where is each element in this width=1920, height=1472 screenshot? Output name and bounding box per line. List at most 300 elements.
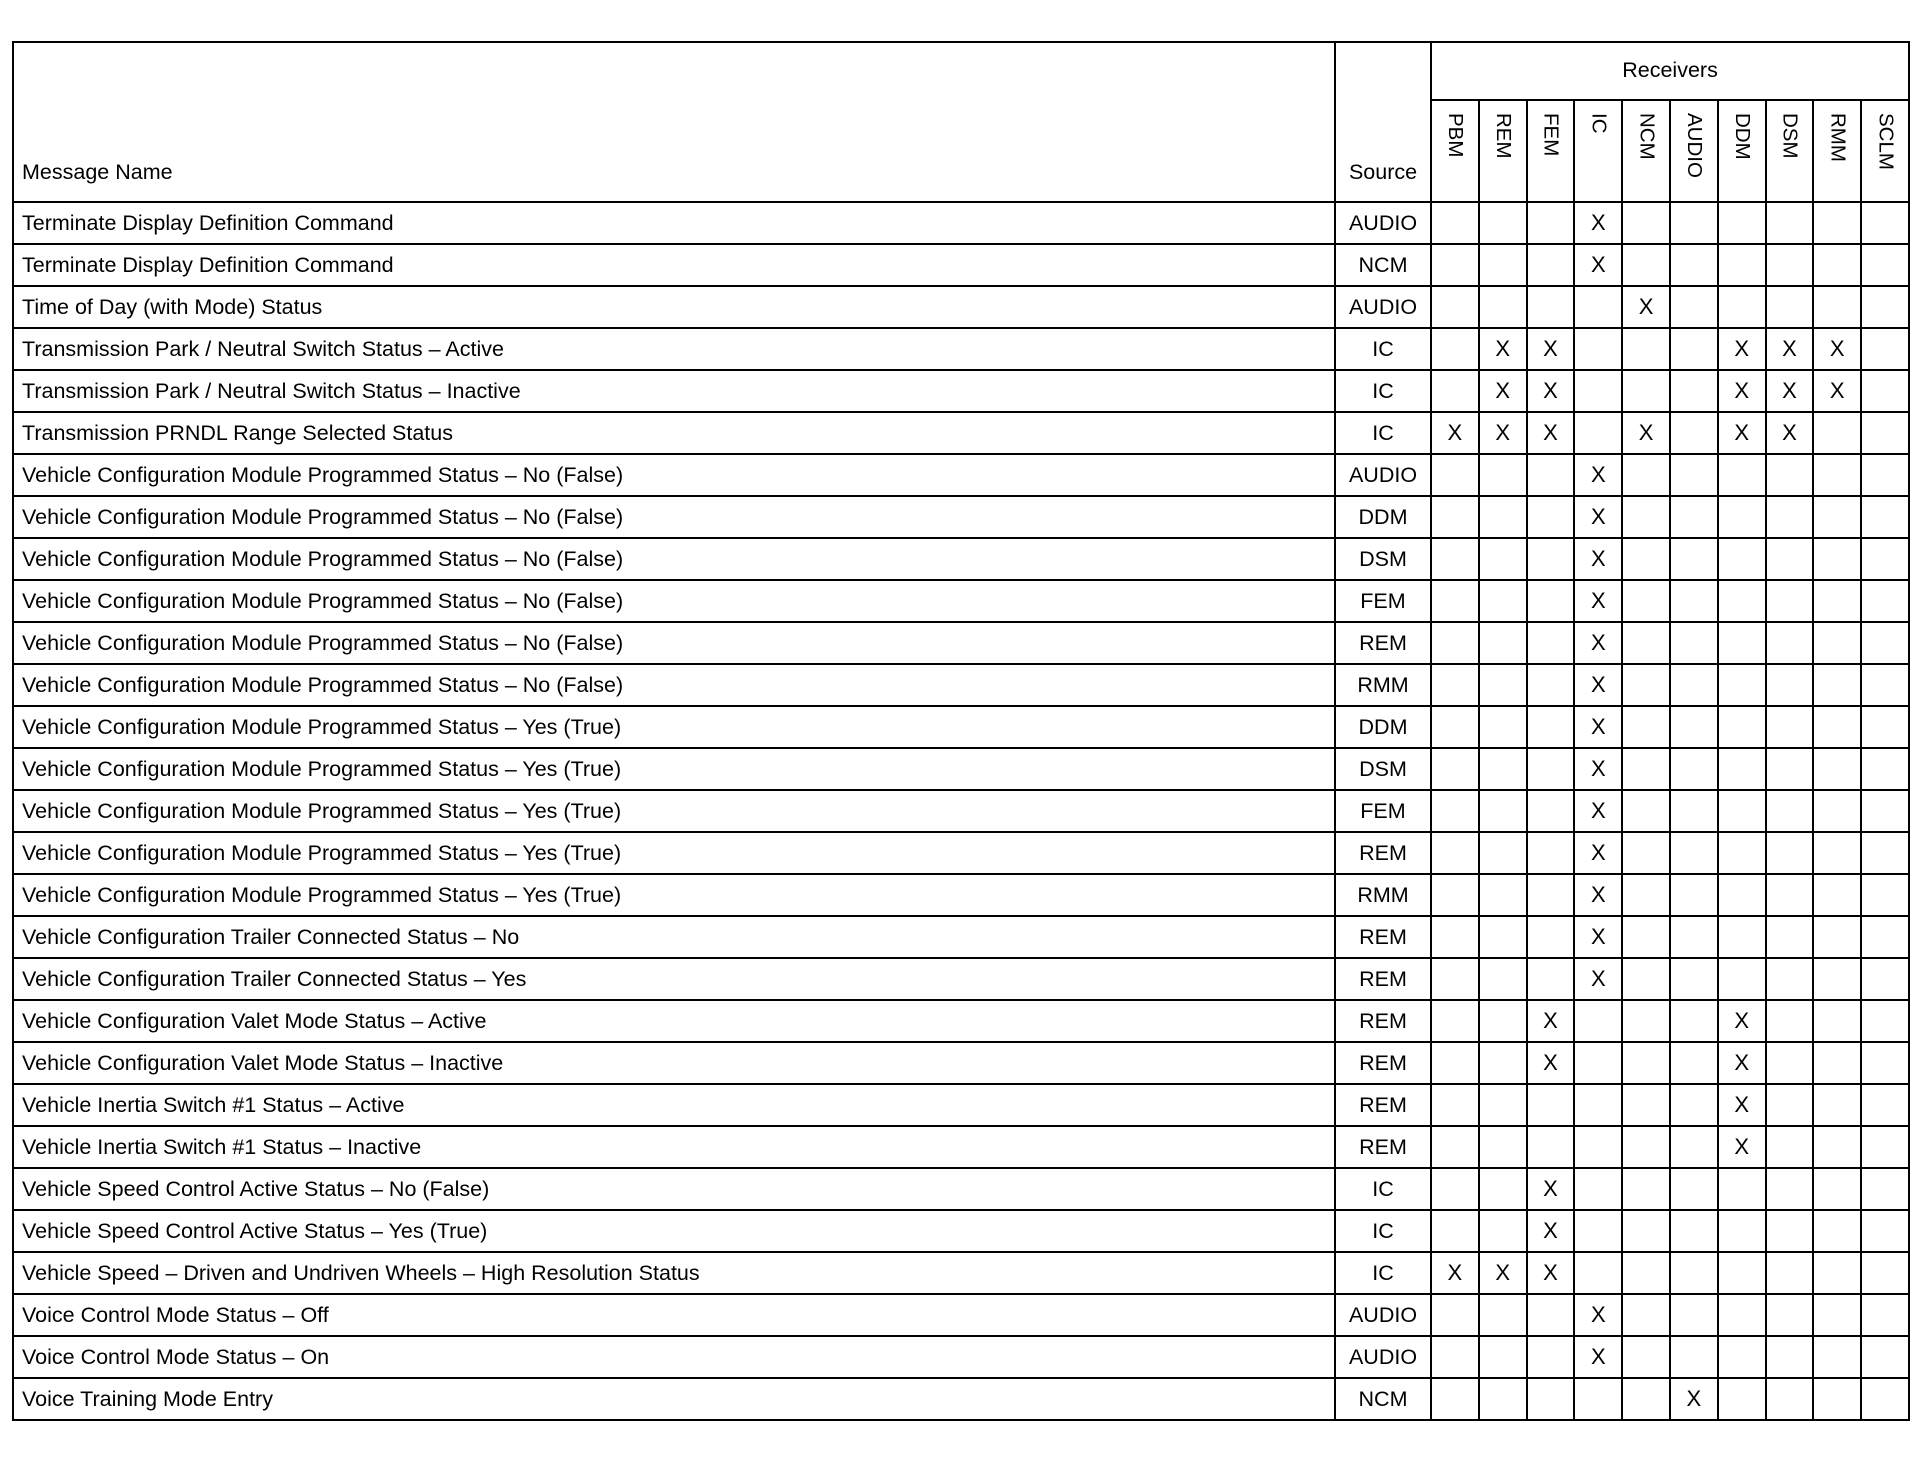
source-cell: AUDIO [1335,1294,1431,1336]
source-cell: AUDIO [1335,1336,1431,1378]
receiver-cell-audio [1670,1252,1718,1294]
message-name-cell: Vehicle Configuration Module Programmed Status – No (False) [13,538,1335,580]
receiver-cell-sclm [1861,1000,1909,1042]
receiver-cell-fem: X [1527,370,1575,412]
source-cell: DDM [1335,706,1431,748]
receiver-cell-audio [1670,370,1718,412]
receiver-cell-ncm [1622,748,1670,790]
source-cell: REM [1335,622,1431,664]
receiver-cell-ic: X [1574,622,1622,664]
receiver-cell-rem [1479,790,1527,832]
receiver-cell-fem: X [1527,1252,1575,1294]
receiver-cell-pbm [1431,580,1479,622]
message-name-cell: Time of Day (with Mode) Status [13,286,1335,328]
message-name-cell: Vehicle Configuration Module Programmed Status – Yes (True) [13,832,1335,874]
receiver-cell-sclm [1861,1378,1909,1420]
receiver-cell-ncm [1622,496,1670,538]
receiver-cell-pbm [1431,244,1479,286]
receiver-cell-ic: X [1574,706,1622,748]
receiver-cell-fem: X [1527,1042,1575,1084]
receiver-cell-dsm [1766,706,1814,748]
receiver-cell-pbm [1431,790,1479,832]
message-name-cell: Vehicle Configuration Trailer Connected Status – Yes [13,958,1335,1000]
table-body [13,202,1909,1420]
receiver-cell-ddm [1718,1210,1766,1252]
receiver-cell-dsm [1766,538,1814,580]
receiver-cell-pbm: X [1431,1252,1479,1294]
receiver-cell-dsm [1766,916,1814,958]
table-row [13,1294,1909,1336]
source-cell: AUDIO [1335,454,1431,496]
receiver-cell-dsm [1766,286,1814,328]
receiver-cell-dsm: X [1766,370,1814,412]
receiver-cell-fem: X [1527,1000,1575,1042]
receiver-cell-ic: X [1574,538,1622,580]
message-name-cell: Vehicle Speed Control Active Status – Yes (True) [13,1210,1335,1252]
source-cell: RMM [1335,874,1431,916]
receiver-cell-rmm [1813,454,1861,496]
receiver-cell-ic: X [1574,454,1622,496]
receiver-cell-ncm [1622,1336,1670,1378]
receiver-cell-ic [1574,412,1622,454]
receiver-cell-audio [1670,580,1718,622]
receiver-cell-dsm [1766,1210,1814,1252]
receiver-cell-sclm [1861,1084,1909,1126]
receiver-cell-ddm [1718,622,1766,664]
receiver-cell-pbm [1431,748,1479,790]
receiver-cell-dsm [1766,580,1814,622]
receiver-cell-fem [1527,244,1575,286]
receiver-cell-fem: X [1527,1168,1575,1210]
receiver-cell-fem [1527,916,1575,958]
receiver-cell-audio [1670,664,1718,706]
receiver-cell-sclm [1861,622,1909,664]
receiver-cell-pbm [1431,1168,1479,1210]
receiver-cell-rmm [1813,1294,1861,1336]
receiver-cell-rem [1479,1084,1527,1126]
receiver-cell-rmm [1813,706,1861,748]
receiver-cell-ddm [1718,1294,1766,1336]
receiver-cell-sclm [1861,328,1909,370]
receiver-header-label: NCM [1635,112,1659,160]
receiver-cell-ddm [1718,958,1766,1000]
receiver-cell-fem [1527,538,1575,580]
receiver-cell-audio [1670,1042,1718,1084]
message-name-cell: Vehicle Inertia Switch #1 Status – Active [13,1084,1335,1126]
receiver-cell-ddm: X [1718,328,1766,370]
receiver-cell-pbm [1431,706,1479,748]
table-row [13,664,1909,706]
receiver-cell-dsm [1766,1084,1814,1126]
receiver-header-label: SCLM [1874,112,1898,170]
receiver-cell-dsm [1766,1000,1814,1042]
source-cell: REM [1335,832,1431,874]
receiver-cell-audio [1670,244,1718,286]
receivers-header: Receivers [1431,42,1909,100]
receiver-cell-ncm [1622,538,1670,580]
table-row [13,706,1909,748]
receiver-header-ddm [1718,100,1766,202]
receiver-cell-sclm [1861,454,1909,496]
receiver-cell-ncm [1622,1168,1670,1210]
table-row [13,1042,1909,1084]
receiver-cell-ncm [1622,958,1670,1000]
receiver-cell-pbm [1431,832,1479,874]
table-row [13,958,1909,1000]
receiver-cell-ddm: X [1718,412,1766,454]
receiver-cell-fem [1527,1378,1575,1420]
receiver-cell-ddm [1718,538,1766,580]
receiver-cell-fem [1527,874,1575,916]
receiver-cell-pbm [1431,328,1479,370]
receiver-cell-rmm [1813,1252,1861,1294]
message-name-cell: Vehicle Configuration Module Programmed Status – Yes (True) [13,874,1335,916]
receiver-header-fem [1527,100,1575,202]
receiver-cell-fem: X [1527,412,1575,454]
receiver-cell-rem [1479,958,1527,1000]
receiver-cell-fem [1527,706,1575,748]
receiver-cell-sclm [1861,916,1909,958]
table-row [13,244,1909,286]
receiver-cell-sclm [1861,1042,1909,1084]
receiver-cell-ddm [1718,1252,1766,1294]
receiver-cell-ddm [1718,916,1766,958]
receiver-cell-ncm [1622,916,1670,958]
receiver-cell-dsm [1766,1252,1814,1294]
receiver-cell-sclm [1861,1126,1909,1168]
receiver-cell-ic: X [1574,1294,1622,1336]
receiver-cell-ncm [1622,622,1670,664]
receiver-cell-dsm [1766,958,1814,1000]
receiver-cell-rem [1479,1378,1527,1420]
source-cell: REM [1335,958,1431,1000]
receiver-cell-sclm [1861,1252,1909,1294]
source-cell: REM [1335,1084,1431,1126]
table-row [13,1000,1909,1042]
source-cell: REM [1335,1126,1431,1168]
receiver-cell-ic [1574,286,1622,328]
receiver-cell-audio [1670,874,1718,916]
message-name-cell: Transmission Park / Neutral Switch Status – Inactive [13,370,1335,412]
receiver-cell-ddm: X [1718,1042,1766,1084]
receiver-cell-fem: X [1527,328,1575,370]
receiver-cell-rem [1479,538,1527,580]
source-cell: FEM [1335,580,1431,622]
receiver-cell-rmm [1813,916,1861,958]
source-cell: AUDIO [1335,202,1431,244]
receiver-cell-audio [1670,1294,1718,1336]
source-cell: IC [1335,328,1431,370]
receiver-cell-dsm [1766,1378,1814,1420]
receiver-cell-pbm [1431,622,1479,664]
receiver-cell-sclm [1861,832,1909,874]
receiver-cell-ncm [1622,1042,1670,1084]
receiver-cell-fem [1527,1126,1575,1168]
receiver-cell-dsm [1766,622,1814,664]
receiver-cell-sclm [1861,202,1909,244]
receiver-cell-pbm [1431,454,1479,496]
message-name-cell: Vehicle Configuration Valet Mode Status – Inactive [13,1042,1335,1084]
receiver-cell-rmm [1813,832,1861,874]
receiver-cell-fem [1527,454,1575,496]
receiver-header-audio [1670,100,1718,202]
message-name-cell: Terminate Display Definition Command [13,202,1335,244]
receiver-cell-sclm [1861,706,1909,748]
source-cell: NCM [1335,244,1431,286]
message-name-cell: Voice Training Mode Entry [13,1378,1335,1420]
receiver-cell-pbm [1431,1210,1479,1252]
source-cell: NCM [1335,1378,1431,1420]
message-name-cell: Vehicle Configuration Module Programmed Status – No (False) [13,454,1335,496]
receiver-cell-rmm [1813,580,1861,622]
source-cell: AUDIO [1335,286,1431,328]
message-name-cell: Voice Control Mode Status – Off [13,1294,1335,1336]
receiver-cell-audio [1670,496,1718,538]
receiver-cell-audio [1670,202,1718,244]
source-header: Source [1335,42,1431,202]
receiver-cell-rem [1479,286,1527,328]
receiver-cell-fem [1527,622,1575,664]
receiver-cell-ic: X [1574,580,1622,622]
receiver-cell-rem [1479,1000,1527,1042]
receiver-header-ncm [1622,100,1670,202]
receiver-cell-fem [1527,580,1575,622]
table-row [13,496,1909,538]
receiver-cell-fem [1527,832,1575,874]
receiver-cell-ic: X [1574,958,1622,1000]
receiver-cell-rem: X [1479,1252,1527,1294]
receiver-cell-rmm [1813,244,1861,286]
message-name-cell: Vehicle Configuration Module Programmed Status – No (False) [13,496,1335,538]
receiver-cell-dsm [1766,790,1814,832]
receiver-cell-pbm [1431,1000,1479,1042]
receiver-cell-rmm [1813,874,1861,916]
receiver-cell-sclm [1861,1168,1909,1210]
receiver-cell-rem [1479,1042,1527,1084]
message-name-cell: Vehicle Configuration Module Programmed Status – No (False) [13,622,1335,664]
receiver-cell-pbm [1431,538,1479,580]
table-row [13,412,1909,454]
receiver-cell-ic [1574,1000,1622,1042]
receiver-cell-sclm [1861,244,1909,286]
receiver-cell-rmm [1813,622,1861,664]
source-cell: FEM [1335,790,1431,832]
receiver-cell-rmm [1813,538,1861,580]
message-name-header: Message Name [13,42,1335,202]
receiver-cell-rmm [1813,202,1861,244]
receiver-cell-rmm [1813,790,1861,832]
receiver-cell-ncm [1622,328,1670,370]
receiver-header-rmm [1813,100,1861,202]
receiver-cell-ddm [1718,790,1766,832]
table-row [13,874,1909,916]
message-name-cell: Vehicle Inertia Switch #1 Status – Inactive [13,1126,1335,1168]
receiver-cell-rmm [1813,1378,1861,1420]
receiver-cell-ic [1574,1042,1622,1084]
receiver-cell-ic: X [1574,202,1622,244]
table-row [13,286,1909,328]
table-row [13,580,1909,622]
receiver-cell-ic [1574,1126,1622,1168]
receiver-cell-audio [1670,286,1718,328]
message-name-cell: Vehicle Configuration Module Programmed Status – Yes (True) [13,706,1335,748]
receiver-cell-ncm [1622,1126,1670,1168]
receiver-cell-audio [1670,1210,1718,1252]
receiver-cell-pbm [1431,1126,1479,1168]
receiver-cell-ddm: X [1718,370,1766,412]
receiver-cell-rem [1479,622,1527,664]
source-cell: REM [1335,1042,1431,1084]
receiver-header-label: AUDIO [1683,112,1707,178]
table-row [13,1378,1909,1420]
message-name-cell: Vehicle Configuration Trailer Connected Status – No [13,916,1335,958]
table-row [13,832,1909,874]
message-name-cell: Voice Control Mode Status – On [13,1336,1335,1378]
receiver-cell-fem [1527,496,1575,538]
receiver-cell-dsm [1766,1126,1814,1168]
receiver-cell-ic [1574,370,1622,412]
receiver-cell-rem [1479,832,1527,874]
receiver-header-label: IC [1587,112,1611,134]
receiver-cell-audio [1670,1336,1718,1378]
receiver-cell-rem: X [1479,328,1527,370]
receiver-cell-dsm [1766,748,1814,790]
receiver-cell-rmm [1813,1336,1861,1378]
receiver-header-pbm [1431,100,1479,202]
receiver-cell-rem [1479,496,1527,538]
receiver-cell-dsm [1766,874,1814,916]
receiver-cell-ncm [1622,790,1670,832]
receiver-cell-audio [1670,328,1718,370]
receiver-cell-audio [1670,958,1718,1000]
message-name-cell: Transmission Park / Neutral Switch Status – Active [13,328,1335,370]
receiver-cell-ddm [1718,832,1766,874]
receiver-cell-ic: X [1574,916,1622,958]
receiver-cell-pbm [1431,1084,1479,1126]
receiver-cell-ddm [1718,1168,1766,1210]
receiver-cell-ncm: X [1622,286,1670,328]
receiver-cell-pbm: X [1431,412,1479,454]
message-name-cell: Transmission PRNDL Range Selected Status [13,412,1335,454]
receiver-cell-rem [1479,202,1527,244]
receiver-header-label: RMM [1826,112,1850,162]
source-cell: IC [1335,1252,1431,1294]
receiver-cell-sclm [1861,286,1909,328]
message-name-cell: Vehicle Configuration Module Programmed Status – Yes (True) [13,790,1335,832]
receiver-cell-ddm [1718,1336,1766,1378]
receiver-cell-sclm [1861,580,1909,622]
receiver-cell-dsm: X [1766,328,1814,370]
receiver-cell-audio [1670,622,1718,664]
receiver-cell-ic [1574,1378,1622,1420]
source-cell: DDM [1335,496,1431,538]
table-row [13,1336,1909,1378]
table-row [13,328,1909,370]
receiver-cell-sclm [1861,1294,1909,1336]
receiver-cell-fem [1527,958,1575,1000]
receiver-cell-ddm: X [1718,1084,1766,1126]
receiver-cell-ic: X [1574,496,1622,538]
receiver-cell-ic [1574,328,1622,370]
receiver-cell-ddm [1718,706,1766,748]
receiver-cell-pbm [1431,1336,1479,1378]
receiver-cell-rem [1479,748,1527,790]
message-name-cell: Vehicle Configuration Module Programmed Status – No (False) [13,580,1335,622]
table-row [13,622,1909,664]
receiver-cell-fem [1527,1336,1575,1378]
receiver-cell-dsm [1766,1336,1814,1378]
receiver-cell-ncm [1622,874,1670,916]
receiver-cell-rem [1479,706,1527,748]
receiver-cell-ddm [1718,244,1766,286]
receiver-cell-dsm [1766,1168,1814,1210]
receiver-cell-ddm [1718,454,1766,496]
receiver-cell-rem [1479,1168,1527,1210]
receiver-header-sclm [1861,100,1909,202]
receiver-cell-sclm [1861,538,1909,580]
receiver-cell-rmm [1813,496,1861,538]
receiver-cell-dsm [1766,496,1814,538]
receiver-cell-pbm [1431,202,1479,244]
receiver-cell-rmm [1813,1168,1861,1210]
receiver-cell-ddm: X [1718,1000,1766,1042]
receiver-cell-rmm [1813,1126,1861,1168]
receiver-cell-rem [1479,1294,1527,1336]
receiver-cell-ncm [1622,1294,1670,1336]
receiver-cell-rmm [1813,748,1861,790]
receiver-cell-rmm [1813,958,1861,1000]
receiver-cell-ncm [1622,202,1670,244]
receiver-cell-sclm [1861,664,1909,706]
receiver-cell-fem [1527,202,1575,244]
message-name-cell: Vehicle Configuration Module Programmed Status – No (False) [13,664,1335,706]
table-row [13,370,1909,412]
receiver-cell-fem [1527,1084,1575,1126]
receiver-cell-fem [1527,790,1575,832]
receiver-cell-rmm: X [1813,370,1861,412]
receiver-header-label: DDM [1730,112,1754,160]
receiver-cell-fem [1527,1294,1575,1336]
receiver-cell-pbm [1431,1378,1479,1420]
receiver-cell-dsm [1766,202,1814,244]
receiver-cell-ic: X [1574,874,1622,916]
receiver-header-rem [1479,100,1527,202]
receiver-cell-pbm [1431,1042,1479,1084]
receiver-cell-rmm [1813,1042,1861,1084]
source-cell: RMM [1335,664,1431,706]
receiver-cell-ncm [1622,664,1670,706]
message-name-cell: Vehicle Speed – Driven and Undriven Wheels – High Resolution Status [13,1252,1335,1294]
receiver-cell-ic: X [1574,244,1622,286]
receiver-cell-ddm [1718,286,1766,328]
receiver-cell-sclm [1861,790,1909,832]
table-row [13,748,1909,790]
receiver-cell-ddm [1718,748,1766,790]
receiver-cell-rem [1479,454,1527,496]
receiver-cell-sclm [1861,874,1909,916]
receiver-cell-ic [1574,1084,1622,1126]
table-row [13,1168,1909,1210]
receiver-cell-rem [1479,244,1527,286]
receiver-cell-pbm [1431,874,1479,916]
receiver-cell-rmm [1813,1210,1861,1252]
message-name-cell: Terminate Display Definition Command [13,244,1335,286]
receiver-cell-rem [1479,874,1527,916]
receiver-cell-ddm: X [1718,1126,1766,1168]
receiver-cell-ncm [1622,454,1670,496]
receiver-header-label: FEM [1539,112,1563,157]
receiver-cell-ddm [1718,496,1766,538]
